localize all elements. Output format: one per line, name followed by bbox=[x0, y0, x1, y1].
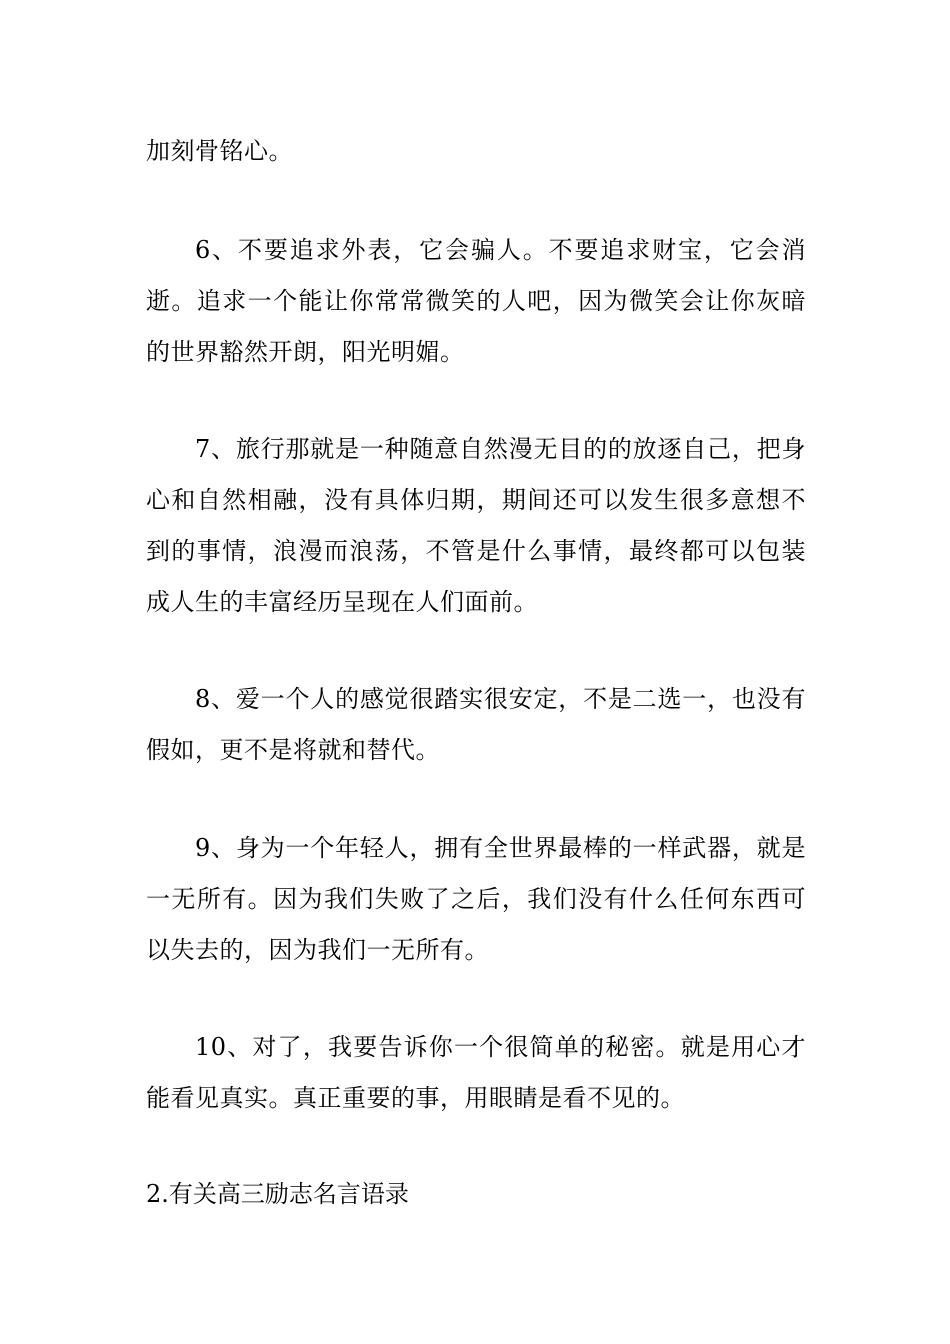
paragraph-item-6: 6、不要追求外表，它会骗人。不要追求财宝，它会消逝。追求一个能让你常常微笑的人吧，因为微笑会让你灰暗的世界豁然开朗，阳光明媚。 bbox=[146, 236, 806, 366]
paragraph-item-7: 7、旅行那就是一种随意自然漫无目的的放逐自己，把身心和自然相融，没有具体归期，期间还可以发生很多意想不到的事情，浪漫而浪荡，不管是什么事情，最终都可以包装成人生的丰富经历呈现在人们面前。 bbox=[146, 435, 806, 616]
paragraph-item-10: 10、对了，我要告诉你一个很简单的秘密。就是用心才能看见真实。真正重要的事，用眼睛是看不见的。 bbox=[146, 1033, 806, 1112]
section-heading: 2.有关高三励志名言语录 bbox=[146, 1180, 409, 1208]
paragraph-item-9: 9、身为一个年轻人，拥有全世界最棒的一样武器，就是一无所有。因为我们失败了之后，我们没有什么任何东西可以失去的，因为我们一无所有。 bbox=[146, 834, 806, 964]
paragraph-fragment: 加刻骨铭心。 bbox=[146, 137, 293, 165]
paragraph-item-8: 8、爱一个人的感觉很踏实很安定，不是二选一，也没有假如，更不是将就和替代。 bbox=[146, 685, 806, 764]
